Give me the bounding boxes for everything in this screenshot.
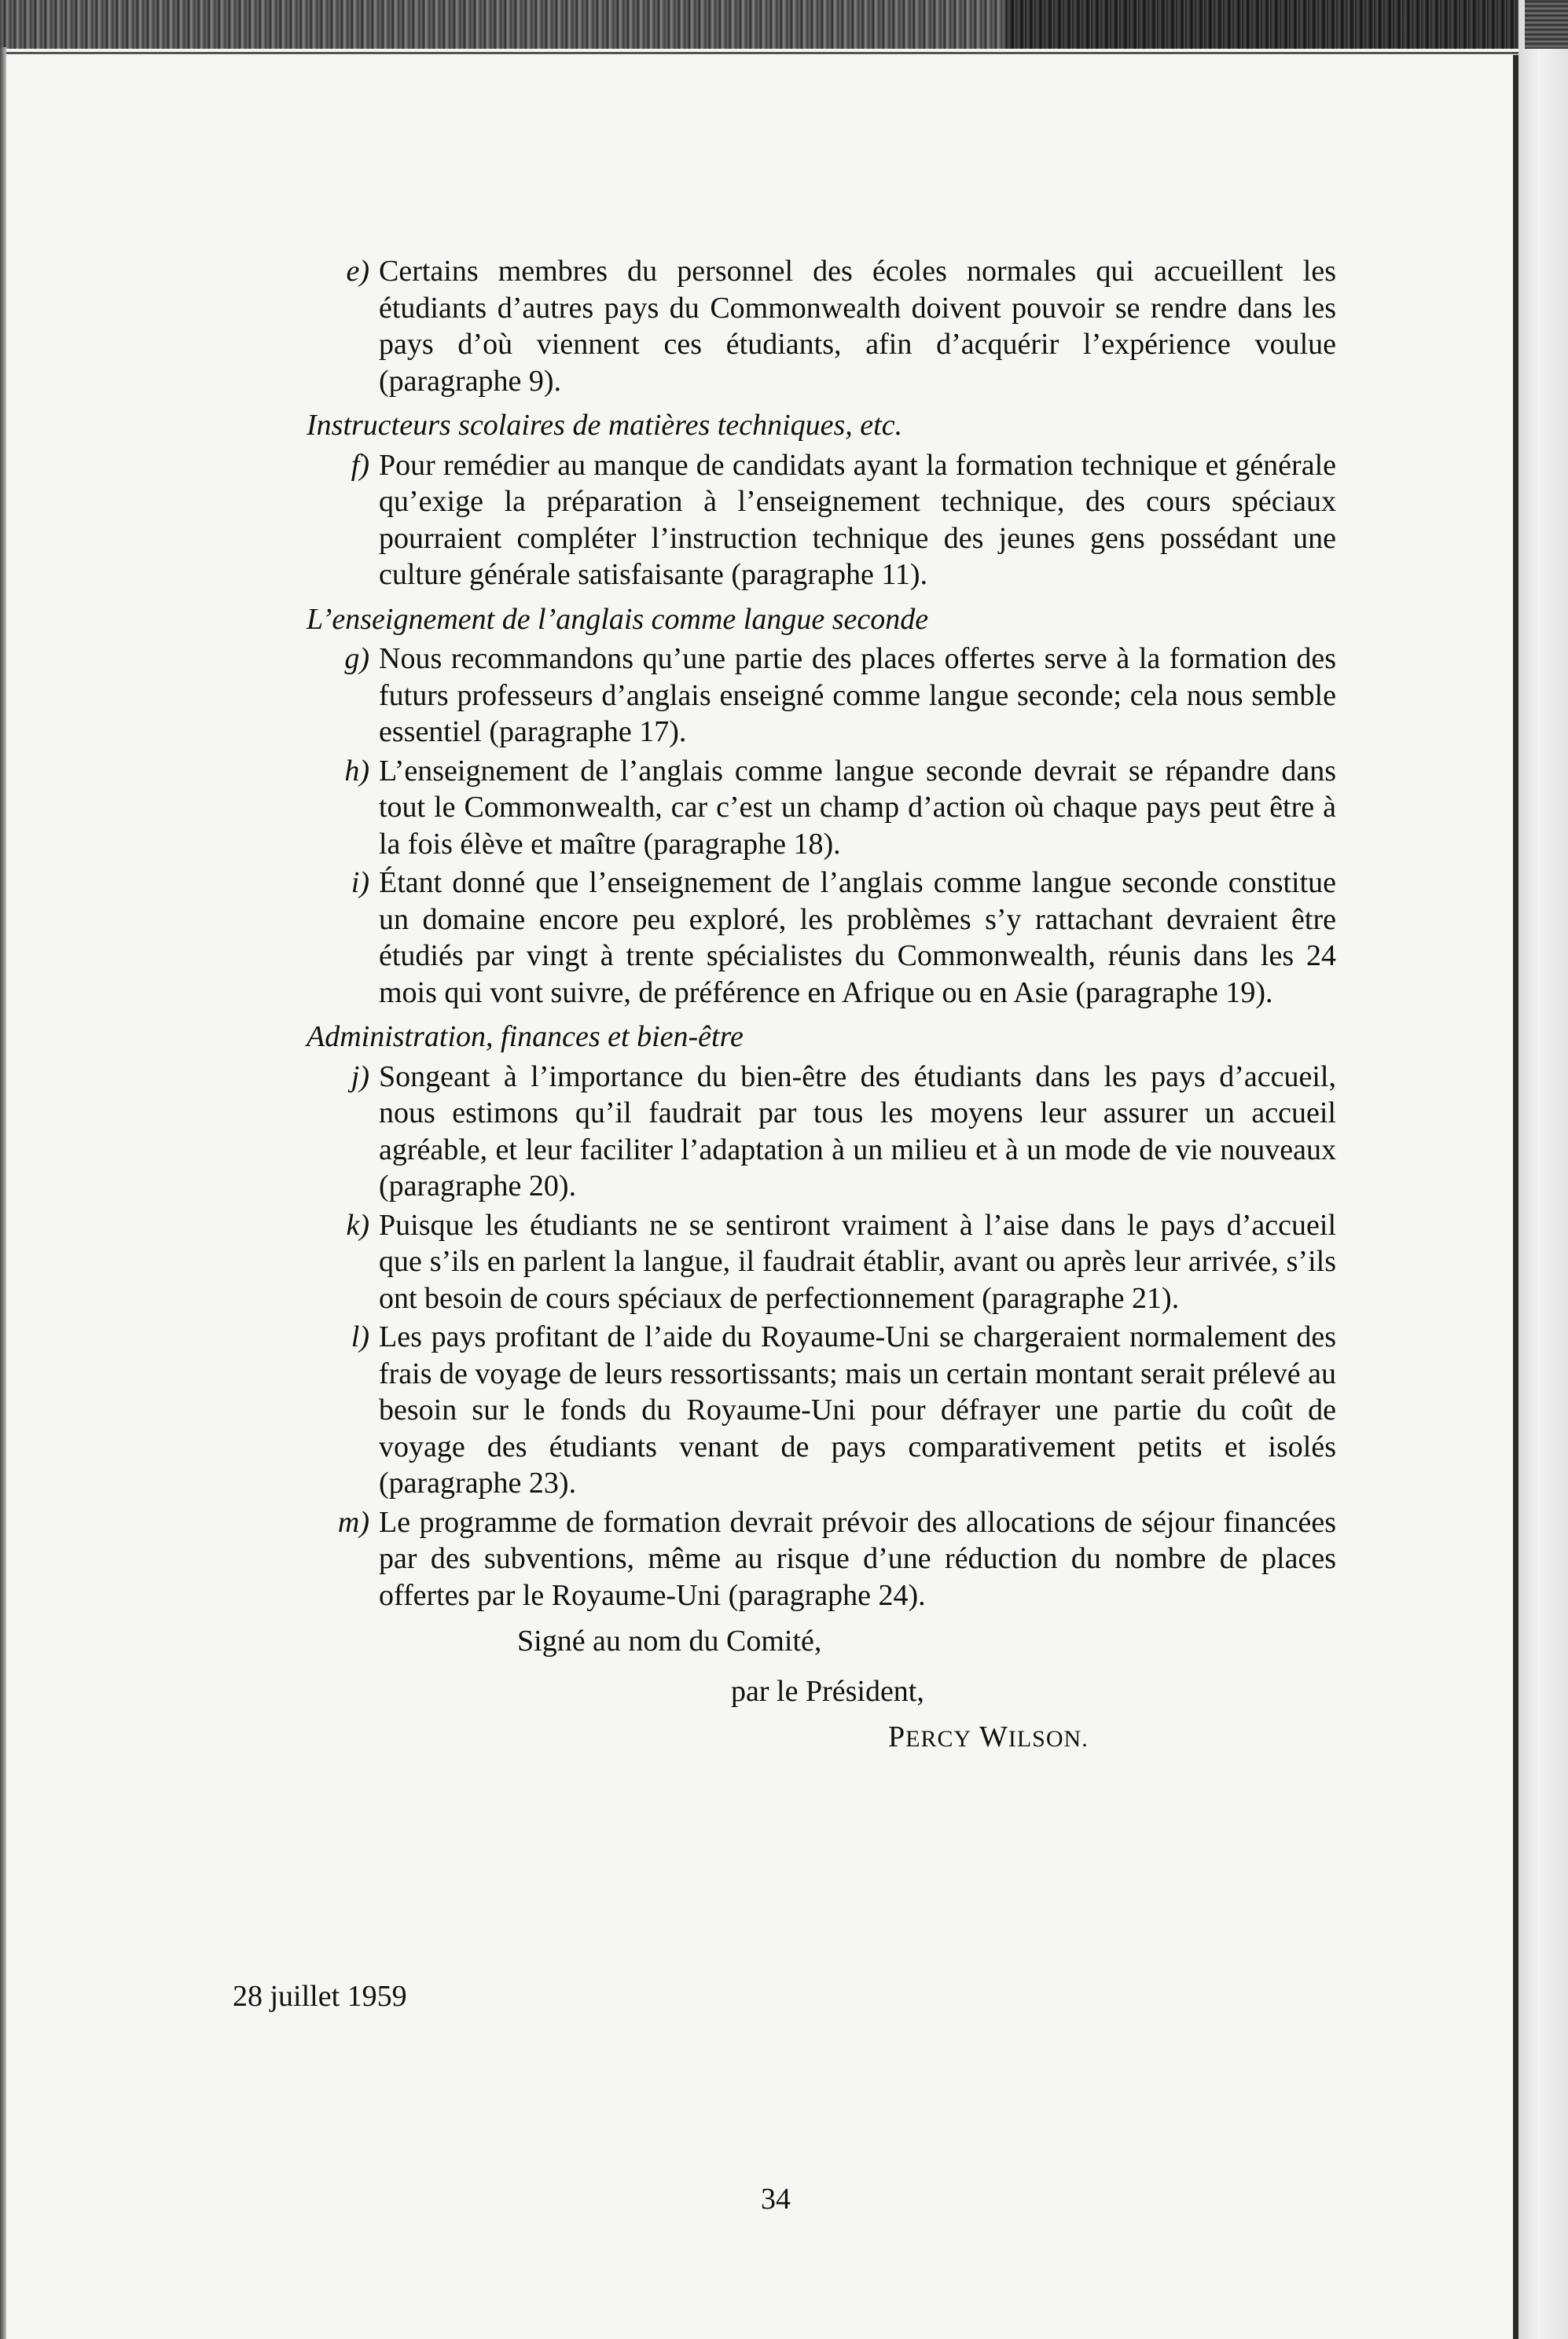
recommendation-h	[307, 753, 1336, 863]
item-marker: l)	[351, 1320, 369, 1353]
signatory-first-rest: ERCY	[905, 1726, 972, 1752]
item-marker: f)	[351, 448, 369, 482]
item-text: Pour remédier au manque de candidats ayant la formation technique et générale qu’exige la préparation à l’enseignement technique, des cours spéciaux pourraient compléter l’instruction technique des jeunes gens possédant une culture générale satisfaisante (paragraphe 11).	[379, 448, 1336, 591]
signatory-name	[888, 1719, 1089, 1758]
recommendation-j	[307, 1059, 1336, 1205]
scan-left-edge	[0, 47, 6, 2339]
signatory-last-rest: ILSON.	[1008, 1726, 1089, 1752]
item-text: L’enseignement de l’anglais comme langue seconde devrait se répandre dans tout le Commonwealth, car c’est un champ d’action où chaque pays peut être à la fois élève et maître (paragraphe 18).	[379, 754, 1336, 861]
signatory-first-initial: P	[888, 1720, 906, 1753]
signature-block	[307, 1623, 1336, 1780]
section-heading-english: L’enseignement de l’anglais comme langue seconde	[307, 602, 929, 636]
recommendation-m	[307, 1504, 1336, 1614]
scan-right-strip	[1518, 0, 1568, 2339]
signatory-last-initial: W	[979, 1720, 1008, 1753]
scan-top-border-dark	[1006, 0, 1525, 49]
item-marker: i)	[351, 866, 369, 899]
item-text: Puisque les étudiants ne se sentiront vraiment à l’aise dans le pays d’accueil que s’ils en parlent la langue, il faudrait établir, avant ou après leur arrivée, s’ils ont besoin de cours spéciaux de perfectionnement (paragraphe 21).	[379, 1208, 1336, 1315]
recommendation-i	[307, 865, 1336, 1011]
item-text: Les pays profitant de l’aide du Royaume-Uni se chargeraient normalement des frais de voyage de leurs ressortissants; mais un certain montant serait prélevé au besoin sur le fonds du Royaume-Uni pour défrayer une partie du coût de voyage des étudiants venant de pays comparativement petits et isolés (paragraphe 23).	[379, 1320, 1336, 1500]
document-date: 28 juillet 1959	[233, 1980, 407, 2013]
signature-line-committee: Signé au nom du Comité,	[517, 1625, 822, 1658]
item-marker: j)	[351, 1059, 369, 1093]
recommendation-f	[307, 447, 1336, 593]
scan-top-rule	[0, 52, 1525, 54]
item-marker: e)	[346, 255, 369, 288]
page-body	[307, 253, 1336, 1780]
section-heading-administration: Administration, finances et bien-être	[307, 1020, 744, 1053]
signature-line-president: par le Président,	[731, 1675, 924, 1708]
scan-right-edge	[1513, 55, 1518, 2339]
recommendation-e	[307, 253, 1336, 399]
item-marker: g)	[344, 642, 369, 675]
item-marker: h)	[344, 754, 369, 788]
item-text: Songeant à l’importance du bien-être des étudiants dans les pays d’accueil, nous estimons qu’il faudrait par tous les moyens leur assurer un accueil agréable, et leur faciliter l’adaptation à un milieu et à un mode de vie nouveaux (paragraphe 20).	[379, 1059, 1336, 1203]
recommendation-k	[307, 1207, 1336, 1317]
recommendation-l	[307, 1319, 1336, 1502]
item-text: Étant donné que l’enseignement de l’anglais comme langue seconde constitue un domaine encore peu exploré, les problèmes s’y rattachant devraient être étudiés par vingt à trente spécialistes du Commonwealth, réunis dans les 24 mois qui vont suivre, de préférence en Afrique ou en Asie (paragraphe 19).	[379, 866, 1336, 1009]
scan-right-strip-top	[1525, 0, 1568, 49]
section-heading-technical: Instructeurs scolaires de matières techniques, etc.	[307, 409, 903, 442]
item-marker: m)	[337, 1505, 369, 1539]
page-number: 34	[761, 2183, 791, 2216]
item-text: Le programme de formation devrait prévoir des allocations de séjour financées par des subventions, même au risque d’une réduction du nombre de places offertes par le Royaume-Uni (paragraphe 24).	[379, 1505, 1336, 1612]
item-text: Nous recommandons qu’une partie des places offertes serve à la formation des futurs professeurs d’anglais enseigné comme langue seconde; cela nous semble essentiel (paragraphe 17).	[379, 642, 1336, 748]
item-text: Certains membres du personnel des écoles normales qui accueillent les étudiants d’autres pays du Commonwealth doivent pouvoir se rendre dans les pays d’où viennent ces étudiants, afin d’acquérir l’expérience voulue (paragraphe 9).	[379, 255, 1336, 398]
recommendation-g	[307, 641, 1336, 751]
item-marker: k)	[346, 1208, 369, 1242]
